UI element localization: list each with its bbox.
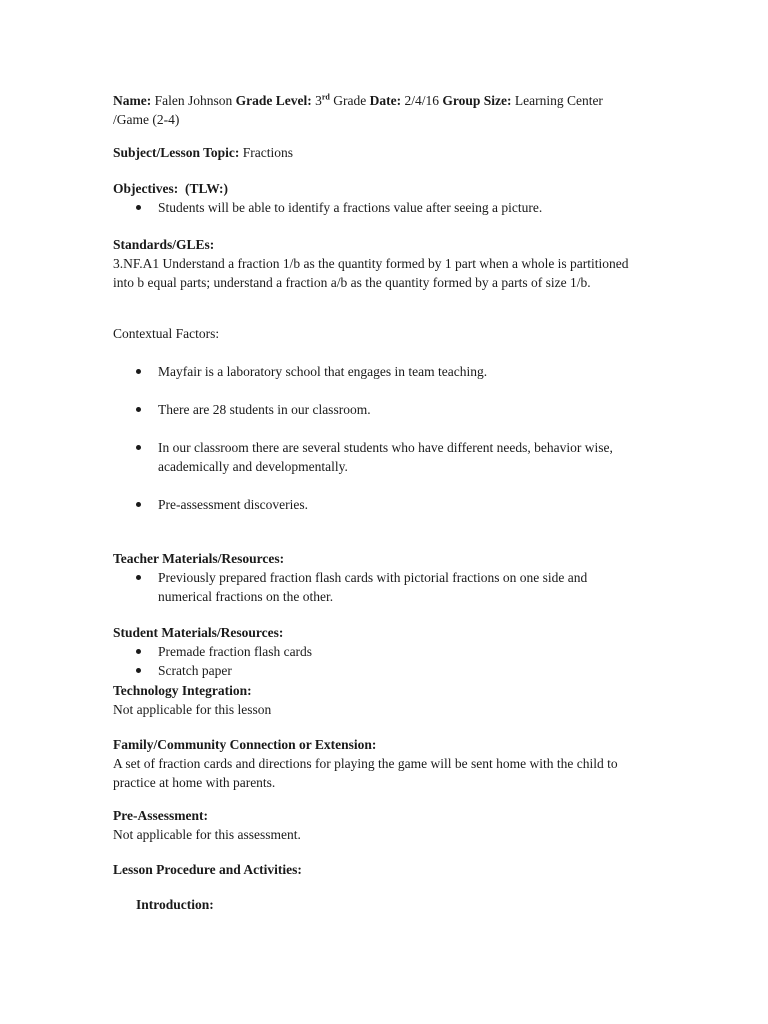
objective-item: Students will be able to identify a fractions value after seeing a picture. <box>113 198 643 217</box>
objectives-section <box>113 179 643 217</box>
standards-label: Standards/GLEs: <box>113 237 215 252</box>
pre-assessment-label: Pre-Assessment: <box>113 808 208 823</box>
group-size-label: Group Size: <box>442 93 512 108</box>
pre-assessment-section <box>113 806 643 844</box>
standards-section <box>113 235 643 292</box>
subject-value: Fractions <box>242 145 294 160</box>
grade-word: Grade <box>333 93 367 108</box>
family-section <box>113 735 643 792</box>
lesson-procedure-label: Lesson Procedure and Activities: <box>113 862 302 877</box>
technology-section <box>113 681 643 719</box>
date-value: 2/4/16 <box>404 93 439 108</box>
objectives-label: Objectives: (TLW:) <box>113 181 228 196</box>
technology-text: Not applicable for this lesson <box>113 702 272 717</box>
pre-assessment-text: Not applicable for this assessment. <box>113 827 301 842</box>
group-size-value-continued: /Game (2-4) <box>113 112 180 127</box>
contextual-item: There are 28 students in our classroom. <box>113 400 643 419</box>
student-materials-label: Student Materials/Resources: <box>113 625 284 640</box>
family-text: A set of fraction cards and directions for playing the game will be sent home with the child to practice at home with parents. <box>113 756 618 790</box>
student-materials-section <box>113 623 643 680</box>
grade-superscript: rd <box>321 92 330 102</box>
teacher-materials-label: Teacher Materials/Resources: <box>113 551 285 566</box>
teacher-materials-section <box>113 549 643 606</box>
contextual-item: Pre-assessment discoveries. <box>113 495 643 514</box>
grade-number: 3 <box>315 93 322 108</box>
subject-label: Subject/Lesson Topic: <box>113 145 240 160</box>
subject-section <box>113 143 643 162</box>
group-size-value: Learning Center <box>514 93 603 108</box>
family-label: Family/Community Connection or Extension: <box>113 737 377 752</box>
contextual-item: Mayfair is a laboratory school that engages in team teaching. <box>113 362 643 381</box>
name-label: Name: <box>113 93 152 108</box>
name-value: Falen Johnson <box>154 93 233 108</box>
student-material-item: Premade fraction flash cards <box>113 642 643 661</box>
student-material-item: Scratch paper <box>113 661 643 680</box>
introduction-label: Introduction: <box>136 897 214 912</box>
grade-label: Grade Level: <box>235 93 312 108</box>
contextual-item: In our classroom there are several students who have different needs, behavior wise, academically and developmentally. <box>113 438 643 476</box>
date-label: Date: <box>369 93 402 108</box>
contextual-factors-label: Contextual Factors: <box>113 326 220 341</box>
standards-text: 3.NF.A1 Understand a fraction 1/b as the quantity formed by 1 part when a whole is partitioned into b equal parts; understand a fraction a/b as the quantity formed by a parts of size 1/b. <box>113 256 629 290</box>
contextual-factors-list <box>113 362 643 514</box>
technology-label: Technology Integration: <box>113 683 252 698</box>
teacher-material-item: Previously prepared fraction flash cards with pictorial fractions on one side and numerical fractions on the other. <box>113 568 643 606</box>
header-info <box>113 91 653 129</box>
